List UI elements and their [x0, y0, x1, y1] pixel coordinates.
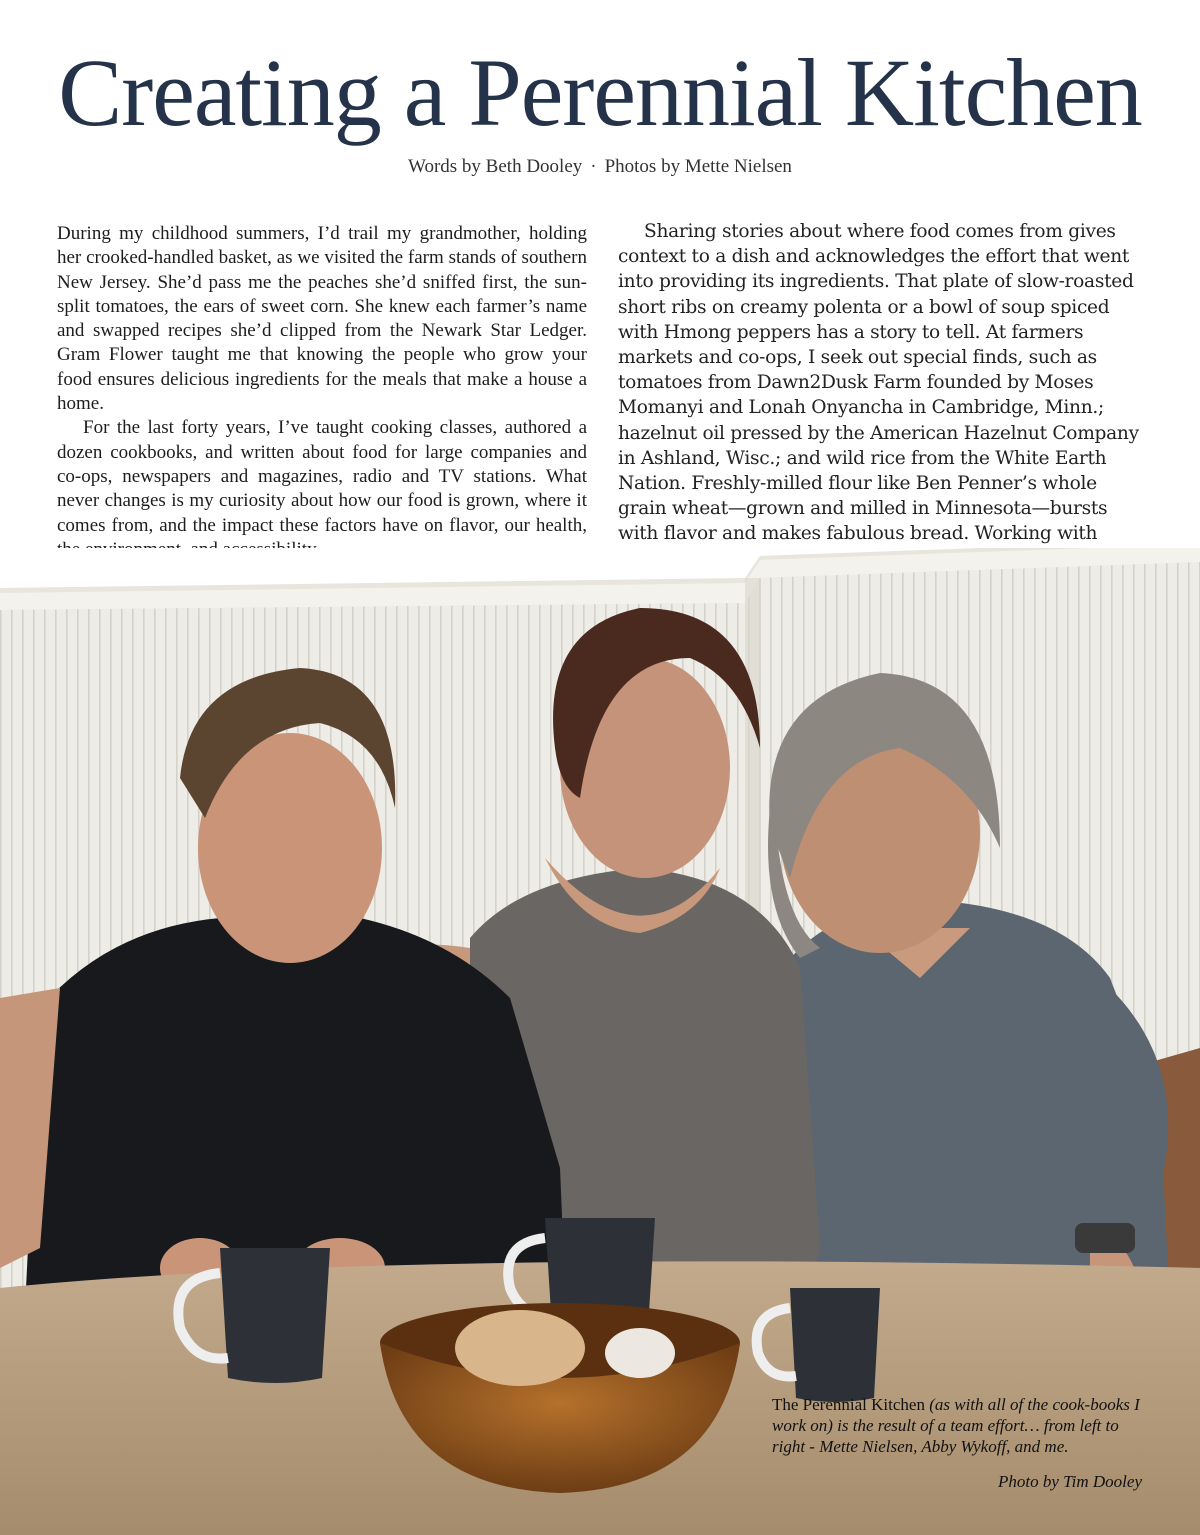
paragraph: During my childhood summers, I’d trail my grandmother, holding her crooked-handled basket, as we visited the farm stands of southern New Jersey. She’d pass me the peaches she’d sniffed first, the sun-split tomatoes, the ears of sweet corn. She knew each farmer’s name and swapped recipes she’d clipped from the Newark Star Ledger. Gram Flower taught me that knowing the people who grow your food ensures delicious ingredients for the meals that make a house a home.: [57, 223, 587, 415]
photo-illustration: [0, 548, 1200, 1535]
photo-credit: Photo by Tim Dooley: [997, 1472, 1142, 1491]
caption-title: The Perennial Kitchen: [772, 1395, 925, 1414]
byline-separator: ·: [590, 156, 597, 177]
caption-body: (as with all of the cook-books I work on) is the result of a team effort… from left to right - Mette Nielsen, Abby Wykoff, and me.: [772, 1395, 1140, 1456]
left-column: [57, 222, 587, 562]
group-photo: [0, 548, 1200, 1535]
byline-photos: Photos by Mette Nielsen: [604, 156, 792, 177]
article-title: Creating a Perennial Kitchen: [58, 39, 1142, 146]
byline: [0, 156, 1200, 178]
paragraph: Sharing stories about where food comes from gives context to a dish and acknowledges the effort that went into providing its ingredients. That plate of slow-roasted short ribs on creamy polenta or a bowl of soup spiced with Hmong peppers has a story to tell. At farmers markets and co-ops, I seek out special finds, such as tomatoes from Dawn2Dusk Farm founded by Moses Momanyi and Lonah Onyancha in Cambridge, Minn.; hazelnut oil pressed by the American Hazelnut Company in Ashland, Wisc.; and wild rice from the White Earth Nation. Freshly-milled flour like Ben Penner’s whole grain wheat—grown and milled in Minnesota—bursts with flavor and makes fabulous bread. Working with: [618, 221, 1139, 545]
paragraph: For the last forty years, I’ve taught cooking classes, authored a dozen cookbooks, and written about food for large companies and co-ops, newspapers and magazines, radio and TV stations. What never changes is my curiosity about how our food is grown, where it comes from, and the impact these factors have on flavor, our health,: [57, 417, 587, 536]
photo-caption: [772, 1394, 1147, 1457]
byline-words: Words by Beth Dooley: [408, 156, 583, 177]
right-column: [618, 219, 1148, 572]
